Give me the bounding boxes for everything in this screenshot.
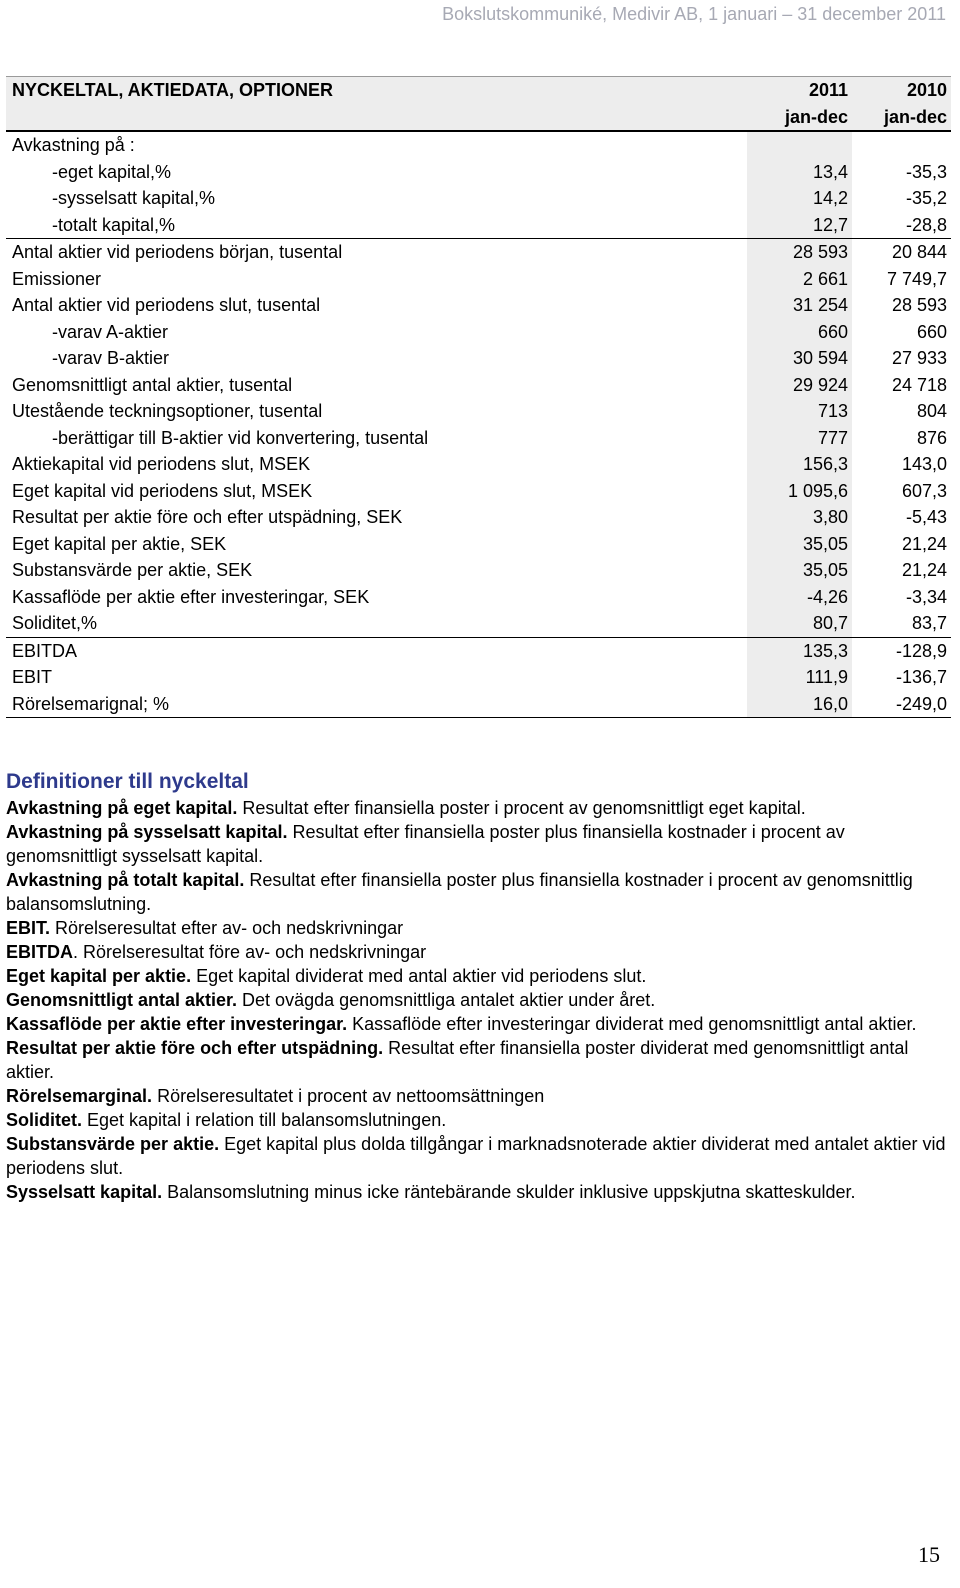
definition-term: Rörelsemarginal. [6,1086,153,1106]
definition-text: Resultat efter finansiella poster i procent av genomsnittligt eget kapital. [237,798,806,818]
row-label: Rörelsemarignal; % [6,691,747,718]
row-label: Eget kapital vid periodens slut, MSEK [12,480,313,501]
value-2011: -4,26 [747,584,852,611]
table-subheader-row [6,104,951,132]
table-row [6,398,951,425]
value-2010: 21,24 [901,533,947,554]
definition-item [6,1132,951,1180]
definition-text: Resultat efter finansiella poster plus finansiella kostnader i procent av genomsnittlig balansomslutning. [6,870,913,914]
table-row [6,691,951,718]
value-2010: -249,0 [852,691,951,718]
table-row [6,319,951,346]
value-2011: 777 [747,425,852,452]
value-2010: 20 844 [891,242,947,263]
value-2011: 14,2 [747,185,852,212]
table-title: NYCKELTAL, AKTIEDATA, OPTIONER [6,77,747,104]
definition-text: Eget kapital dividerat med antal aktier vid periodens slut. [191,966,647,986]
value-2011: 3,80 [747,504,852,531]
value-2011: 35,05 [747,531,852,558]
definition-item [6,868,951,916]
definition-item [6,916,951,940]
value-2011 [747,131,852,159]
key-figures-table [6,76,951,718]
table-row [6,345,951,372]
definition-term: Soliditet. [6,1110,82,1130]
definition-term: Sysselsatt kapital. [6,1182,163,1202]
row-label: EBITDA [12,640,78,661]
table-row [6,637,951,664]
value-2011: 156,3 [747,451,852,478]
row-label: Soliditet,% [6,610,747,637]
table-row [6,557,951,584]
table-row [6,478,951,505]
value-2010: -128,9 [895,640,947,661]
definition-term: Kassaflöde per aktie efter investeringar. [6,1014,348,1034]
definition-item [6,1180,951,1204]
value-2011: 1 095,6 [747,478,852,505]
table-header-row [6,77,951,104]
row-label: -sysselsatt kapital,% [52,188,216,209]
table-row [6,292,951,319]
value-2011: 28 593 [747,239,852,266]
value-2010: 660 [916,321,947,342]
value-2010: 28 593 [891,295,947,316]
value-2011: 30 594 [747,345,852,372]
row-label: -berättigar till B-aktier vid konvertering, tusental [52,427,429,448]
table-body [6,131,951,718]
table-row [6,131,951,159]
definition-text: Resultat efter finansiella poster plus finansiella kostnader i procent av genomsnittligt sysselsatt kapital. [6,822,845,866]
definition-text: Kassaflöde efter investeringar dividerat med genomsnittligt antal aktier. [347,1014,917,1034]
definition-term: Avkastning på sysselsatt kapital. [6,822,288,842]
value-2011: 35,05 [747,557,852,584]
row-label: Resultat per aktie före och efter utspädning, SEK [12,507,403,528]
value-2011: 29 924 [747,372,852,399]
definition-item [6,1036,951,1084]
definitions-heading: Definitioner till nyckeltal [6,770,249,793]
definition-term: EBITDA [6,942,73,962]
value-2010: -3,34 [905,586,947,607]
column-year-2010: 2010 [852,77,951,104]
table-row [6,610,951,637]
table-row [6,664,951,691]
definition-item [6,1084,951,1108]
table-row [6,185,951,212]
definition-text: Det ovägda genomsnittliga antalet aktier under året. [237,990,656,1010]
definition-text: Resultat efter finansiella poster dividerat med genomsnittligt antal aktier. [6,1038,909,1082]
value-2010: 607,3 [901,480,947,501]
row-label: -varav B-aktier [52,348,170,369]
value-2010 [852,131,951,159]
definition-item [6,820,951,868]
definition-text: Eget kapital plus dolda tillgångar i marknadsnoterade aktier dividerat med antalet aktier vid periodens slut. [6,1134,946,1178]
row-label: Antal aktier vid periodens slut, tusental [12,295,321,316]
definition-item [6,1108,951,1132]
value-2011: 31 254 [747,292,852,319]
value-2011: 660 [747,319,852,346]
value-2010: -5,43 [905,507,947,528]
table-row [6,451,951,478]
row-label: Genomsnittligt antal aktier, tusental [12,374,293,395]
value-2010: 27 933 [891,348,947,369]
definition-text: Rörelseresultatet i procent av nettoomsättningen [152,1086,545,1106]
table-row [6,425,951,452]
value-2010: 83,7 [852,610,951,637]
value-2010: -28,8 [852,212,951,239]
table-row [6,504,951,531]
document-header: Bokslutskommuniké, Medivir AB, 1 januari – 31 december 2011 [442,4,946,24]
value-2011: 135,3 [747,637,852,664]
row-label: Utestående teckningsoptioner, tusental [12,401,323,422]
definition-term: EBIT. [6,918,51,938]
row-label: -varav A-aktier [52,321,169,342]
definitions-section [6,768,951,1204]
definition-text: Balansomslutning minus icke räntebärande skulder inklusive uppskjutna skatteskulder. [162,1182,856,1202]
definition-item [6,1012,951,1036]
key-figures-table-container [6,76,951,718]
value-2010: 143,0 [901,454,947,475]
table-row [6,266,951,293]
value-2011: 80,7 [747,610,852,637]
value-2010: -35,3 [905,161,947,182]
table-title-spacer [6,104,747,132]
row-label: EBIT [12,667,53,688]
value-2011: 2 661 [747,266,852,293]
definitions-list [6,796,951,1204]
value-2010: -35,2 [905,188,947,209]
definition-item [6,796,951,820]
row-label: Aktiekapital vid periodens slut, MSEK [12,454,311,475]
definition-term: Avkastning på eget kapital. [6,798,238,818]
value-2010: 24 718 [891,374,947,395]
definition-text: Rörelseresultat efter av- och nedskrivningar [50,918,404,938]
column-period-2010: jan-dec [852,104,951,132]
value-2010: 21,24 [901,560,947,581]
definition-text: Eget kapital i relation till balansomslutningen. [82,1110,447,1130]
page-number: 15 [918,1542,940,1567]
row-label: Avkastning på : [12,135,135,156]
value-2011: 12,7 [747,212,852,239]
column-year-2011: 2011 [747,77,852,104]
definition-item [6,940,951,964]
row-label: Kassaflöde per aktie efter investeringar, SEK [12,586,370,607]
row-label: Antal aktier vid periodens början, tusental [12,242,343,263]
definition-text: . Rörelseresultat före av- och nedskrivningar [73,942,427,962]
definition-item [6,964,951,988]
table-row [6,584,951,611]
table-row [6,372,951,399]
value-2011: 16,0 [747,691,852,718]
value-2010: 804 [916,401,947,422]
column-period-2011: jan-dec [747,104,852,132]
table-row [6,212,951,239]
row-label: Eget kapital per aktie, SEK [12,533,227,554]
row-label: -totalt kapital,% [6,212,747,239]
definition-term: Genomsnittligt antal aktier. [6,990,238,1010]
definition-term: Eget kapital per aktie. [6,966,192,986]
definition-term: Avkastning på totalt kapital. [6,870,245,890]
value-2010: 7 749,7 [886,268,947,289]
table-row [6,239,951,266]
row-label: Emissioner [12,268,102,289]
value-2010: 876 [916,427,947,448]
table-row [6,531,951,558]
definition-term: Substansvärde per aktie. [6,1134,220,1154]
row-label: Substansvärde per aktie, SEK [12,560,253,581]
row-label: -eget kapital,% [52,161,172,182]
table-row [6,159,951,186]
value-2011: 13,4 [747,159,852,186]
definition-item [6,988,951,1012]
value-2011: 713 [747,398,852,425]
value-2011: 111,9 [747,664,852,691]
value-2010: -136,7 [895,667,947,688]
definition-term: Resultat per aktie före och efter utspädning. [6,1038,384,1058]
